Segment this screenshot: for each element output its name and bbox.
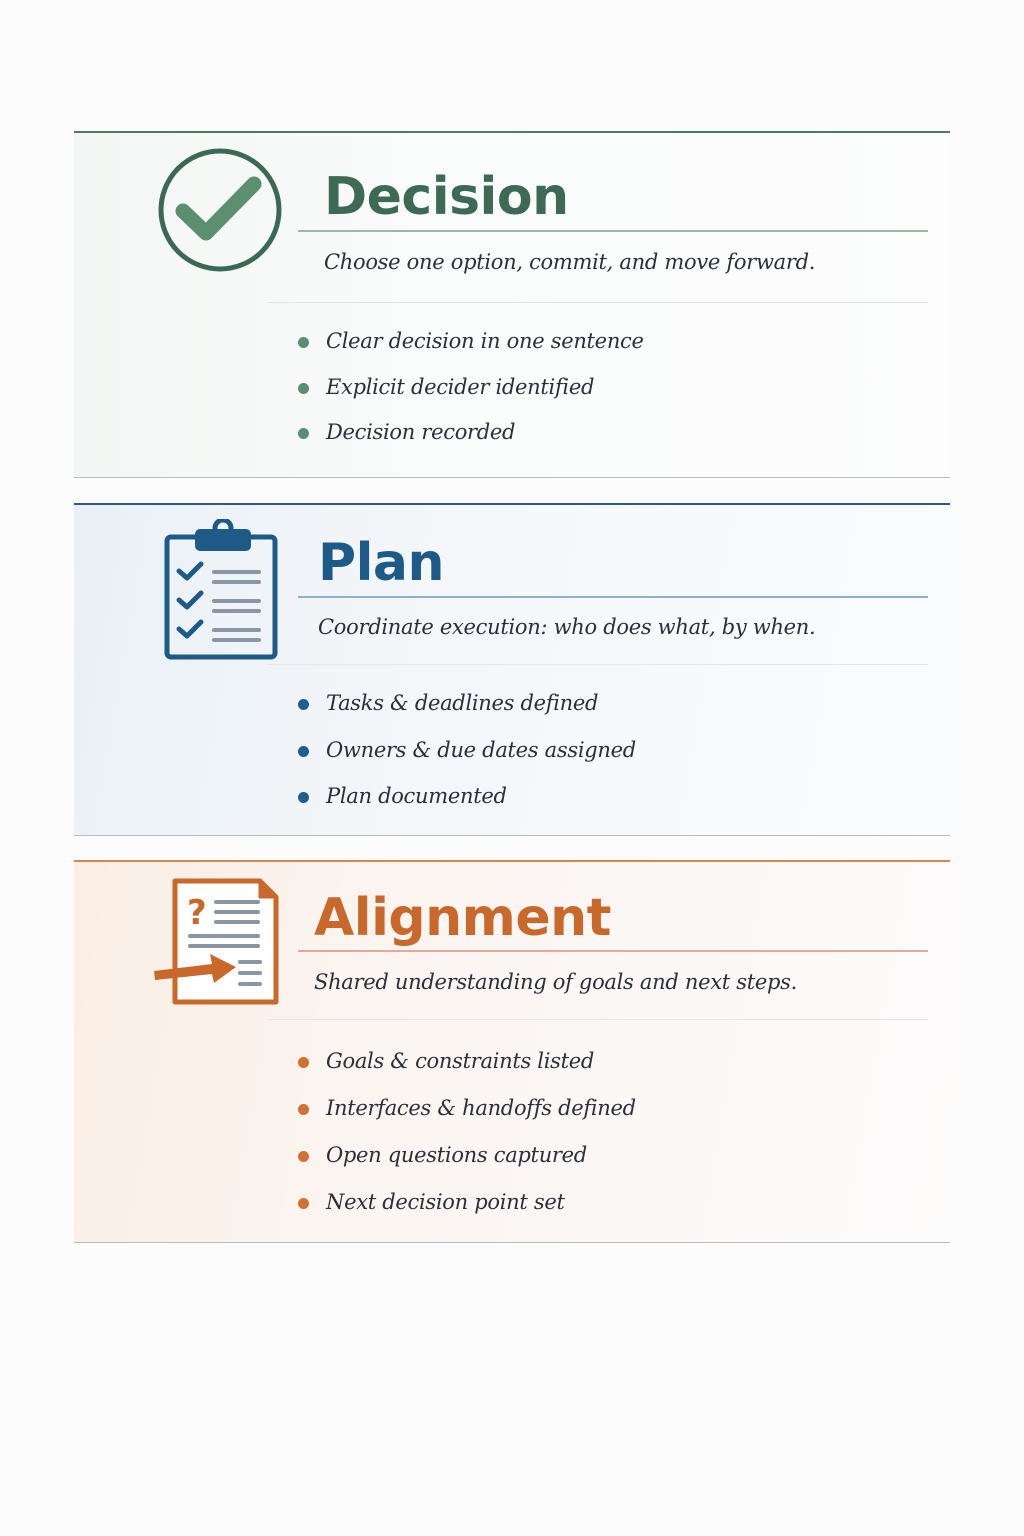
list-item-text: Decision recorded [326,420,516,444]
plan-title: Plan [318,533,445,593]
list-item [298,1187,636,1217]
list-item-text: Interfaces & handoffs defined [326,1096,636,1120]
bullet-dot-icon [298,746,309,757]
plan-subtitle: Coordinate execution: who does what, by when. [318,615,816,639]
plan-card [74,503,950,836]
clipboard-checklist-icon [164,519,280,663]
list-item [298,1046,636,1076]
list-item-text: Owners & due dates assigned [326,737,636,762]
list-item-text: Next decision point set [326,1190,565,1214]
alignment-title-rule [298,950,928,952]
decision-title-rule [298,230,928,232]
check-circle-icon [156,147,284,275]
bullet-dot-icon [298,428,309,439]
bullet-dot-icon [298,337,309,348]
alignment-card [74,860,950,1243]
decision-title: Decision [324,167,569,227]
alignment-bottom-border [74,1242,950,1243]
list-item-text: Goals & constraints listed [326,1049,595,1073]
decision-top-border [74,131,950,133]
alignment-top-border [74,860,950,862]
list-item-text: Tasks & deadlines defined [326,691,599,715]
list-item-text: Clear decision in one sentence [326,329,644,353]
bullet-dot-icon [298,1104,309,1115]
list-item [298,781,636,811]
list-item-text: Open questions captured [326,1143,587,1167]
svg-text:?: ? [187,893,207,933]
alignment-title: Alignment [314,888,611,948]
decision-checklist [298,326,644,463]
plan-title-rule [298,596,928,598]
list-item-text: Explicit decider identified [326,374,595,399]
list-item [298,1140,636,1170]
document-question-arrow-icon [152,878,280,1008]
list-item [298,372,644,402]
bullet-dot-icon [298,792,309,803]
list-item [298,417,644,447]
decision-divider [268,302,928,303]
alignment-checklist [298,1046,636,1234]
list-item [298,1093,636,1123]
bullet-dot-icon [298,1198,309,1209]
list-item [298,326,644,356]
bullet-dot-icon [298,1057,309,1068]
bullet-dot-icon [298,383,309,394]
bullet-dot-icon [298,1151,309,1162]
decision-subtitle: Choose one option, commit, and move forward. [324,250,816,274]
list-item [298,735,636,765]
list-item-text: Plan documented [326,784,507,808]
decision-card [74,131,950,478]
alignment-divider [268,1019,928,1020]
bullet-dot-icon [298,699,309,710]
plan-divider [268,664,928,665]
plan-top-border [74,503,950,505]
decision-bottom-border [74,477,950,478]
plan-bottom-border [74,835,950,836]
alignment-subtitle: Shared understanding of goals and next steps. [314,970,798,994]
plan-checklist [298,688,636,828]
list-item [298,688,636,718]
